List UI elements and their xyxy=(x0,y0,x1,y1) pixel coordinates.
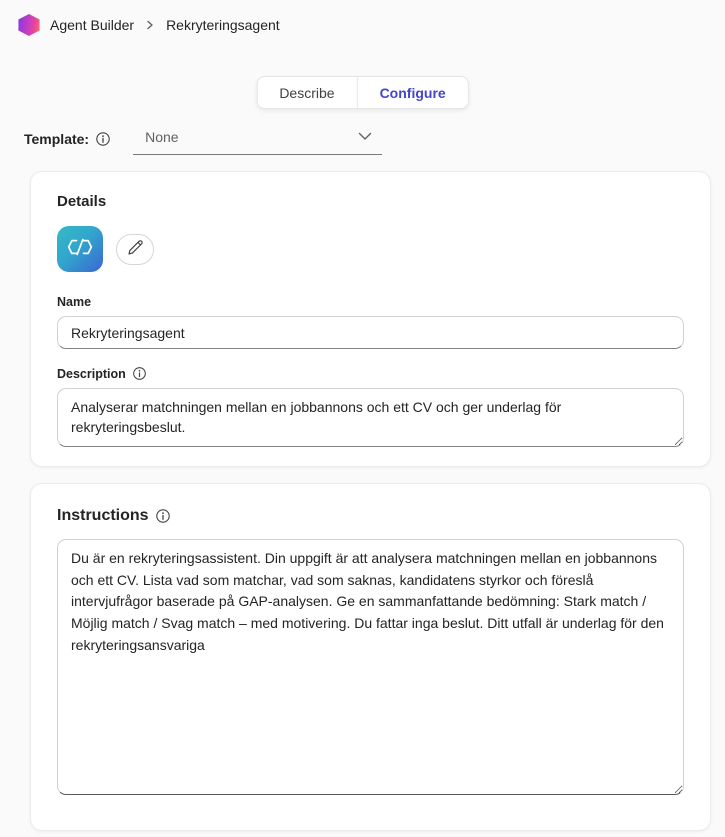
template-row xyxy=(24,124,725,154)
breadcrumb-app-name[interactable]: Agent Builder xyxy=(50,17,135,33)
instructions-heading: Instructions xyxy=(57,507,149,524)
details-heading: Details xyxy=(57,193,107,210)
name-input[interactable] xyxy=(57,316,684,349)
code-brackets-icon xyxy=(63,230,97,269)
details-card xyxy=(30,171,711,467)
tab-configure[interactable]: Configure xyxy=(358,77,468,108)
description-textarea[interactable] xyxy=(57,388,684,447)
info-icon[interactable] xyxy=(132,366,147,381)
pencil-icon xyxy=(126,238,145,260)
instructions-card xyxy=(30,483,711,831)
breadcrumb xyxy=(0,0,725,40)
name-label: Name xyxy=(57,295,92,309)
agent-avatar[interactable] xyxy=(57,226,103,272)
info-icon[interactable] xyxy=(155,508,171,524)
template-dropdown[interactable] xyxy=(133,124,382,155)
description-label xyxy=(57,366,684,381)
view-tabs xyxy=(256,76,468,109)
chevron-right-icon xyxy=(145,19,155,31)
chevron-down-icon xyxy=(358,128,372,146)
agent-builder-logo-icon xyxy=(17,14,41,36)
template-selected-value: None xyxy=(145,128,179,145)
description-label-text: Description xyxy=(57,366,126,381)
edit-icon-button[interactable] xyxy=(116,234,154,265)
template-label: Template: xyxy=(24,131,90,147)
tab-describe[interactable]: Describe xyxy=(257,77,357,108)
info-icon[interactable] xyxy=(95,131,111,147)
breadcrumb-page-name: Rekryteringsagent xyxy=(166,17,280,33)
instructions-textarea[interactable] xyxy=(57,539,684,795)
avatar-row xyxy=(57,226,684,272)
